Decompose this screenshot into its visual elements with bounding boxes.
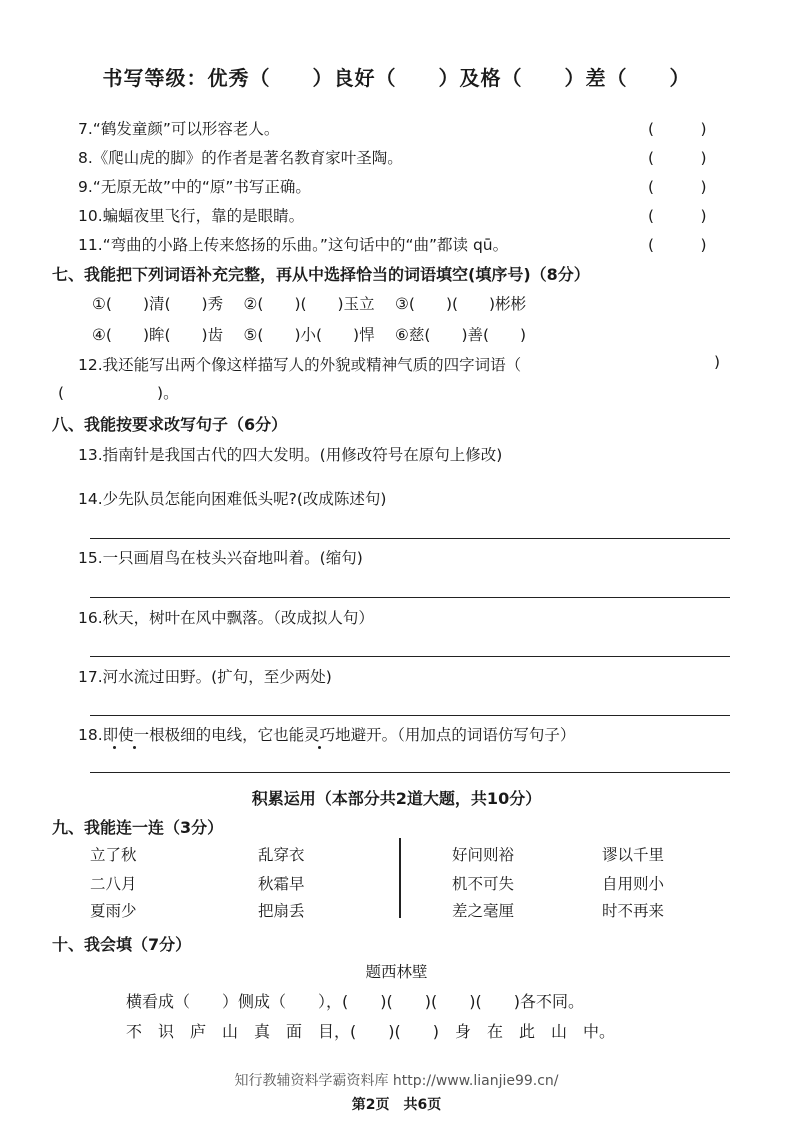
answer-line-17[interactable] — [90, 715, 730, 716]
question-12-close-paren: ) — [714, 353, 721, 371]
question-18: 18.即使一根极细的电线，它也能灵巧地避开。（用加点的词语仿写句子） — [78, 726, 576, 744]
match-left-item[interactable]: 夏雨少 — [90, 902, 137, 920]
match-right-item[interactable]: 时不再来 — [602, 902, 665, 920]
section-7-title: 七、我能把下列词语补充完整，再从中选择恰当的词语填空(填序号)（8分） — [52, 265, 590, 284]
match-right-item[interactable]: 谬以千里 — [602, 846, 665, 864]
answer-paren-8[interactable]: ( ) — [648, 149, 707, 167]
match-left-item[interactable]: 好问则裕 — [452, 846, 515, 864]
question-15: 15.一只画眉鸟在枝头兴奋地叫着。(缩句) — [78, 549, 363, 567]
answer-line-15[interactable] — [90, 597, 730, 598]
part-title: 积累运用（本部分共2道大题，共10分） — [251, 789, 542, 808]
answer-paren-10[interactable]: ( ) — [648, 207, 707, 225]
match-right-item[interactable]: 秋霜早 — [258, 875, 305, 893]
match-left-item[interactable]: 差之毫厘 — [452, 902, 515, 920]
question-13: 13.指南针是我国古代的四大发明。(用修改符号在原句上修改) — [78, 446, 503, 464]
match-left-item[interactable]: 立了秋 — [90, 846, 137, 864]
question-11: 11.“弯曲的小路上传来悠扬的乐曲。”这句话中的“曲”都读 qū。 — [78, 236, 509, 254]
word-fill-row-1: ①( )清( )秀 ②( )( )玉立 ③( )( )彬彬 — [92, 295, 527, 313]
answer-line-18[interactable] — [90, 772, 730, 773]
answer-paren-9[interactable]: ( ) — [648, 178, 707, 196]
poem-line-2: 不 识 庐 山 真 面 目，( )( ) 身 在 此 山 中。 — [126, 1022, 615, 1041]
question-10: 10.蝙蝠夜里飞行，靠的是眼睛。 — [78, 207, 305, 225]
question-8: 8.《爬山虎的脚》的作者是著名教育家叶圣陶。 — [78, 149, 403, 167]
emphasis-dot — [133, 746, 136, 749]
question-14: 14.少先队员怎能向困难低头呢?(改成陈述句) — [78, 490, 387, 508]
match-right-item[interactable]: 自用则小 — [602, 875, 665, 893]
poem-line-1: 横看成（ ）侧成（ ），( )( )( )( )各不同。 — [126, 992, 584, 1011]
question-12: 12.我还能写出两个像这样描写人的外貌或精神气质的四字词语（ — [78, 356, 522, 374]
question-16: 16.秋天，树叶在风中飘落。（改成拟人句） — [78, 609, 374, 627]
question-17: 17.河水流过田野。(扩句，至少两处) — [78, 668, 332, 686]
match-right-item[interactable]: 乱穿衣 — [258, 846, 305, 864]
page-number: 第2页 共6页 — [351, 1097, 442, 1113]
poem-title: 题西林壁 — [365, 963, 428, 981]
match-left-item[interactable]: 机不可失 — [452, 875, 515, 893]
watermark-footer: 知行教辅资料学霸资料库 http://www.lianjie99.cn/ — [234, 1073, 559, 1089]
emphasis-dot — [113, 746, 116, 749]
match-left-item[interactable]: 二八月 — [90, 875, 137, 893]
match-right-item[interactable]: 把扇丢 — [258, 902, 305, 920]
answer-paren-7[interactable]: ( ) — [648, 120, 707, 138]
section-9-title: 九、我能连一连（3分） — [52, 818, 224, 837]
emphasis-dot — [318, 746, 321, 749]
match-divider — [399, 838, 401, 918]
section-8-title: 八、我能按要求改写句子（6分） — [52, 415, 288, 434]
question-9: 9.“无原无故”中的“原”书写正确。 — [78, 178, 311, 196]
answer-paren-11[interactable]: ( ) — [648, 236, 707, 254]
question-12-line-2: ( )。 — [58, 384, 179, 402]
writing-grade-header: 书写等级：优秀（ ）良好（ ）及格（ ）差（ ） — [102, 66, 691, 90]
answer-line-14[interactable] — [90, 538, 730, 539]
section-10-title: 十、我会填（7分） — [52, 935, 192, 954]
word-fill-row-2: ④( )眸( )齿 ⑤( )小( )悍 ⑥慈( )善( ) — [92, 326, 527, 344]
question-7: 7.“鹤发童颜”可以形容老人。 — [78, 120, 280, 138]
answer-line-16[interactable] — [90, 656, 730, 657]
